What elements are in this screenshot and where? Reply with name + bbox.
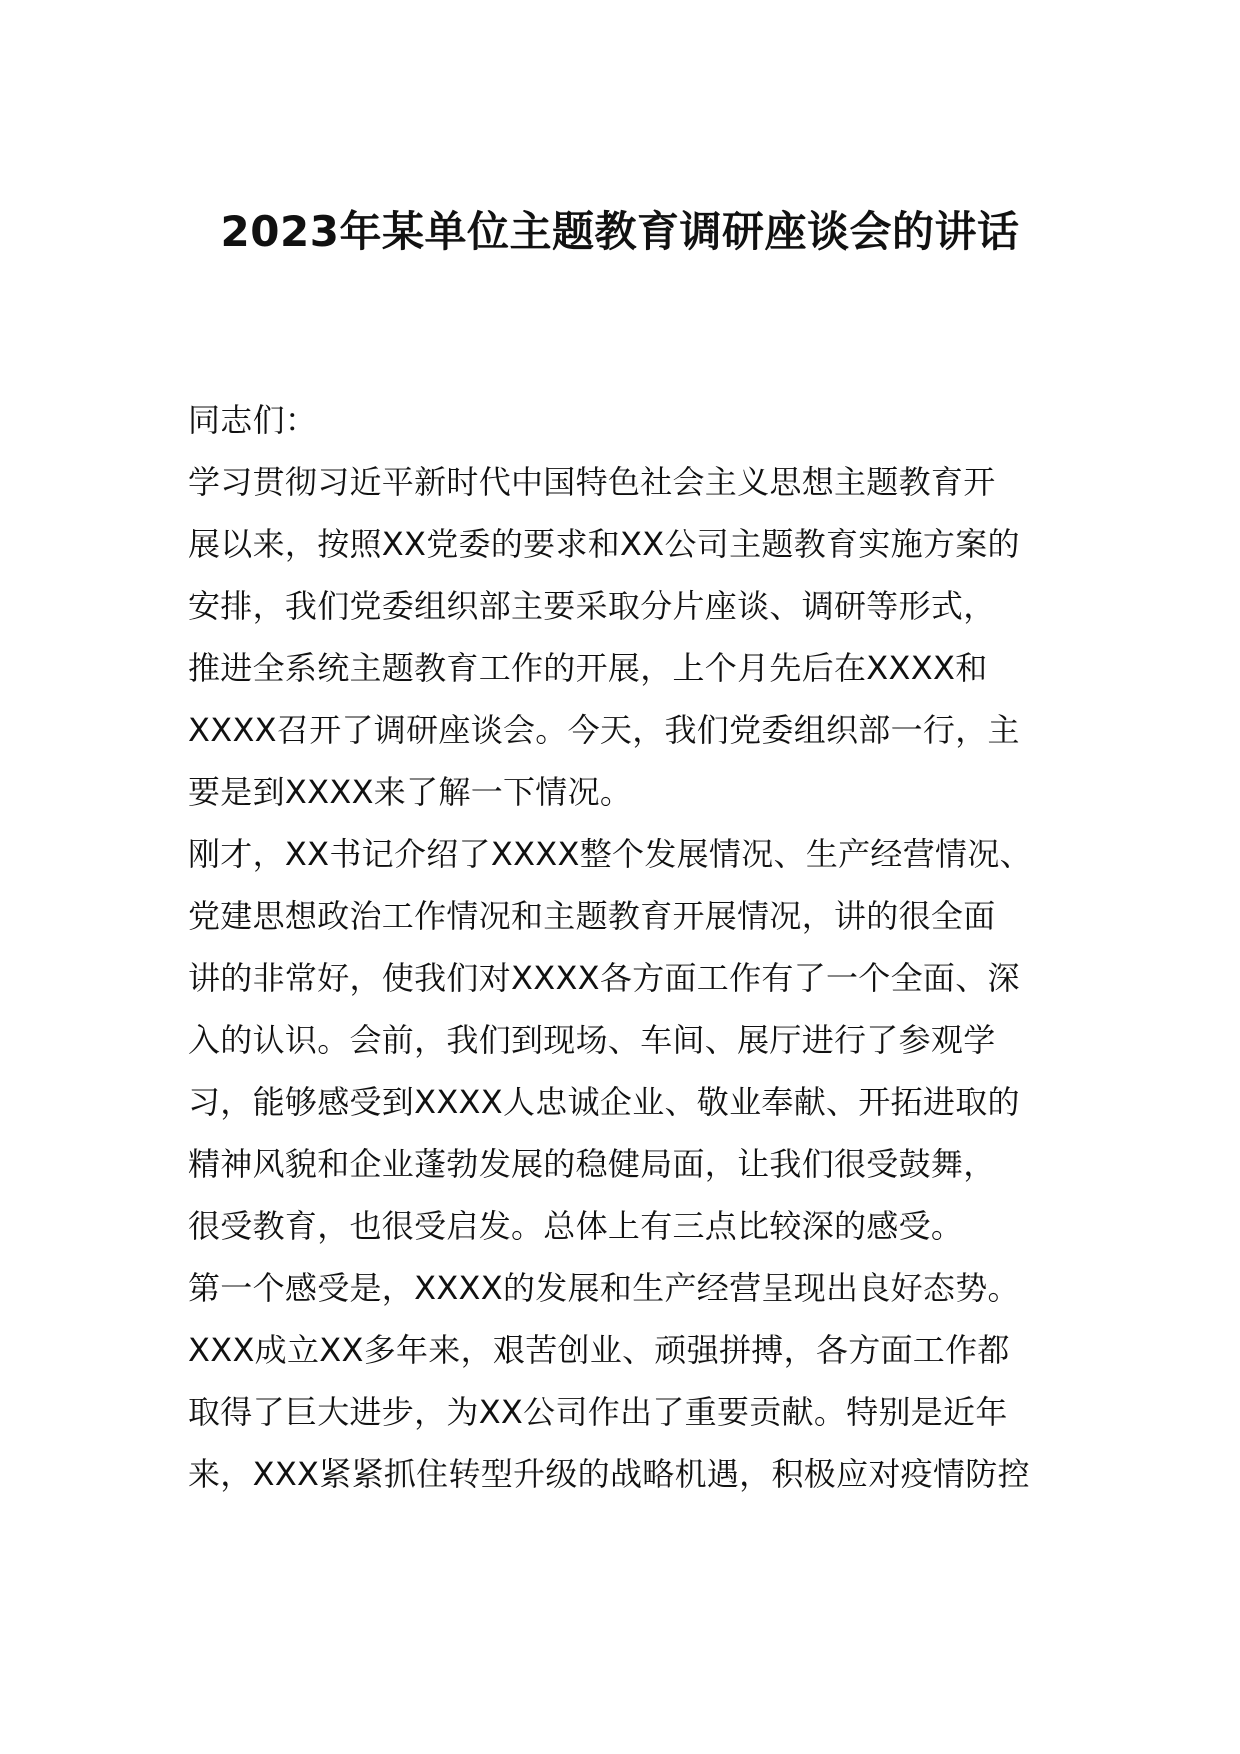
document-title: 2023年某单位主题教育调研座谈会的讲话 xyxy=(220,207,1020,256)
text-line: 习，能够感受到XXXX人忠诚企业、敬业奉献、开拓进取的 xyxy=(188,1083,1020,1121)
text-line: 入的认识。会前，我们到现场、车间、展厅进行了参观学 xyxy=(188,1021,996,1059)
text-line: 来，XXX紧紧抓住转型升级的战略机遇，积极应对疫情防控 xyxy=(188,1455,1030,1493)
text-line: 取得了巨大进步，为XX公司作出了重要贡献。特别是近年 xyxy=(188,1393,1008,1431)
document-body xyxy=(188,389,1068,1505)
text-line: 精神风貌和企业蓬勃发展的稳健局面，让我们很受鼓舞， xyxy=(188,1145,996,1183)
text-line: 刚才，XX书记介绍了XXXX整个发展情况、生产经营情况、 xyxy=(188,835,1032,873)
text-line: XXX成立XX多年来，艰苦创业、顽强拼搏，各方面工作都 xyxy=(188,1331,1010,1369)
text-line: 学习贯彻习近平新时代中国特色社会主义思想主题教育开 xyxy=(188,463,996,501)
text-line: 很受教育，也很受启发。总体上有三点比较深的感受。 xyxy=(188,1207,964,1245)
text-line: 讲的非常好，使我们对XXXX各方面工作有了一个全面、深 xyxy=(188,959,1020,997)
text-line: 第一个感受是，XXXX的发展和生产经营呈现出良好态势。 xyxy=(188,1269,1020,1307)
text-line: 推进全系统主题教育工作的开展，上个月先后在XXXX和 xyxy=(188,649,988,687)
text-line: XXXX召开了调研座谈会。今天，我们党委组织部一行，主 xyxy=(188,711,1020,749)
text-line: 要是到XXXX来了解一下情况。 xyxy=(188,773,633,811)
text-line: 党建思想政治工作情况和主题教育开展情况，讲的很全面 xyxy=(188,897,996,935)
text-line: 展以来，按照XX党委的要求和XX公司主题教育实施方案的 xyxy=(188,525,1020,563)
salutation-line: 同志们： xyxy=(188,401,318,439)
text-line: 安排，我们党委组织部主要采取分片座谈、调研等形式， xyxy=(188,587,996,625)
